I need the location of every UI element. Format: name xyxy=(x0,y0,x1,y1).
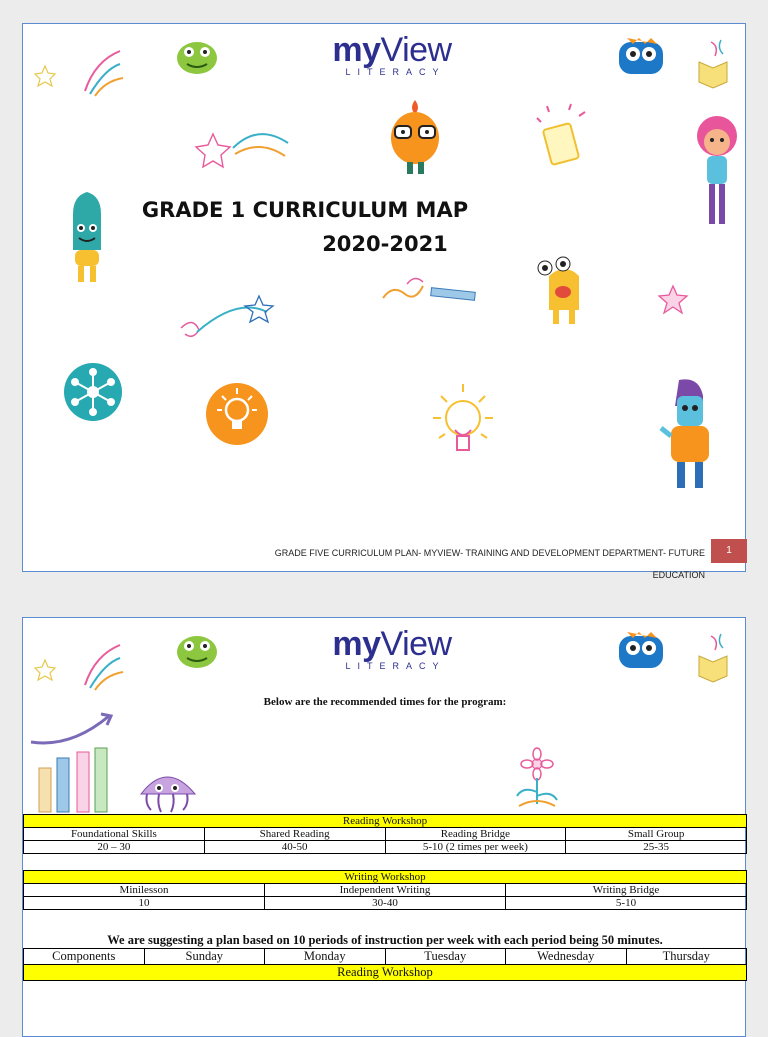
column-header: Independent Writing xyxy=(265,884,506,897)
column-header: Small Group xyxy=(566,828,747,841)
column-header: Shared Reading xyxy=(204,828,385,841)
jellyfish-icon xyxy=(133,768,203,814)
column-header: Thursday xyxy=(626,949,747,965)
column-header: Sunday xyxy=(144,949,265,965)
network-icon xyxy=(63,362,123,422)
column-header: Tuesday xyxy=(385,949,506,965)
book-icon xyxy=(691,36,735,88)
star-swirl-icon xyxy=(171,292,281,342)
document-year: 2020-2021 xyxy=(322,232,448,256)
document-title: GRADE 1 CURRICULUM MAP xyxy=(141,198,469,222)
lightbulb-icon xyxy=(205,382,269,446)
book-icon xyxy=(691,630,735,682)
star-swirl-icon xyxy=(35,630,125,700)
monster-icon xyxy=(171,34,223,76)
table-cell: 5-10 xyxy=(506,897,747,910)
myview-logo: myView LITERACY xyxy=(332,625,452,671)
table-cell: 25-35 xyxy=(566,841,747,854)
column-header: Reading Bridge xyxy=(385,828,566,841)
column-header: Components xyxy=(24,949,145,965)
flower-icon xyxy=(509,748,565,814)
character-icon xyxy=(691,110,743,230)
writing-workshop-heading: Writing Workshop xyxy=(24,871,747,884)
character-icon xyxy=(657,376,723,496)
monster-icon xyxy=(613,32,669,80)
pencil-swirl-icon xyxy=(377,268,481,308)
tag-icon xyxy=(527,98,597,174)
page-footer: GRADE FIVE CURRICULUM PLAN- MYVIEW- TRAINING AND DEVELOPMENT DEPARTMENT- FUTURE EDUCATION xyxy=(274,548,705,580)
column-header: Minilesson xyxy=(24,884,265,897)
plan-suggestion-text: We are suggesting a plan based on 10 periods of instruction per week with each period being 50 minutes. xyxy=(107,933,663,947)
bar-chart-icon xyxy=(29,712,115,814)
column-header: Foundational Skills xyxy=(24,828,205,841)
table-cell: 40-50 xyxy=(204,841,385,854)
table-cell: 10 xyxy=(24,897,265,910)
table-cell: 30-40 xyxy=(265,897,506,910)
column-header: Writing Bridge xyxy=(506,884,747,897)
monster-icon xyxy=(535,256,595,328)
table-cell: 5-10 (2 times per week) xyxy=(385,841,566,854)
reading-workshop-heading: Reading Workshop xyxy=(24,815,747,828)
column-header: Monday xyxy=(265,949,386,965)
plan-section-heading: Reading Workshop xyxy=(24,965,747,981)
myview-logo: myView LITERACY xyxy=(332,31,452,77)
document-page-1 xyxy=(22,23,746,580)
weekly-plan-table xyxy=(23,948,747,981)
reading-workshop-table xyxy=(23,814,747,854)
lightbulb-icon xyxy=(425,380,501,464)
table-cell: 20 – 30 xyxy=(24,841,205,854)
star-icon xyxy=(653,282,693,318)
character-icon xyxy=(385,98,445,178)
column-header: Wednesday xyxy=(506,949,627,965)
monster-icon xyxy=(171,628,223,670)
monster-icon xyxy=(613,626,669,674)
page-number-badge: 1 xyxy=(711,539,747,563)
star-swirl-icon xyxy=(35,36,125,106)
star-swirl-icon xyxy=(193,108,293,170)
intro-text: Below are the recommended times for the program: xyxy=(263,696,507,708)
writing-workshop-table xyxy=(23,870,747,910)
document-page-2 xyxy=(22,617,746,1037)
